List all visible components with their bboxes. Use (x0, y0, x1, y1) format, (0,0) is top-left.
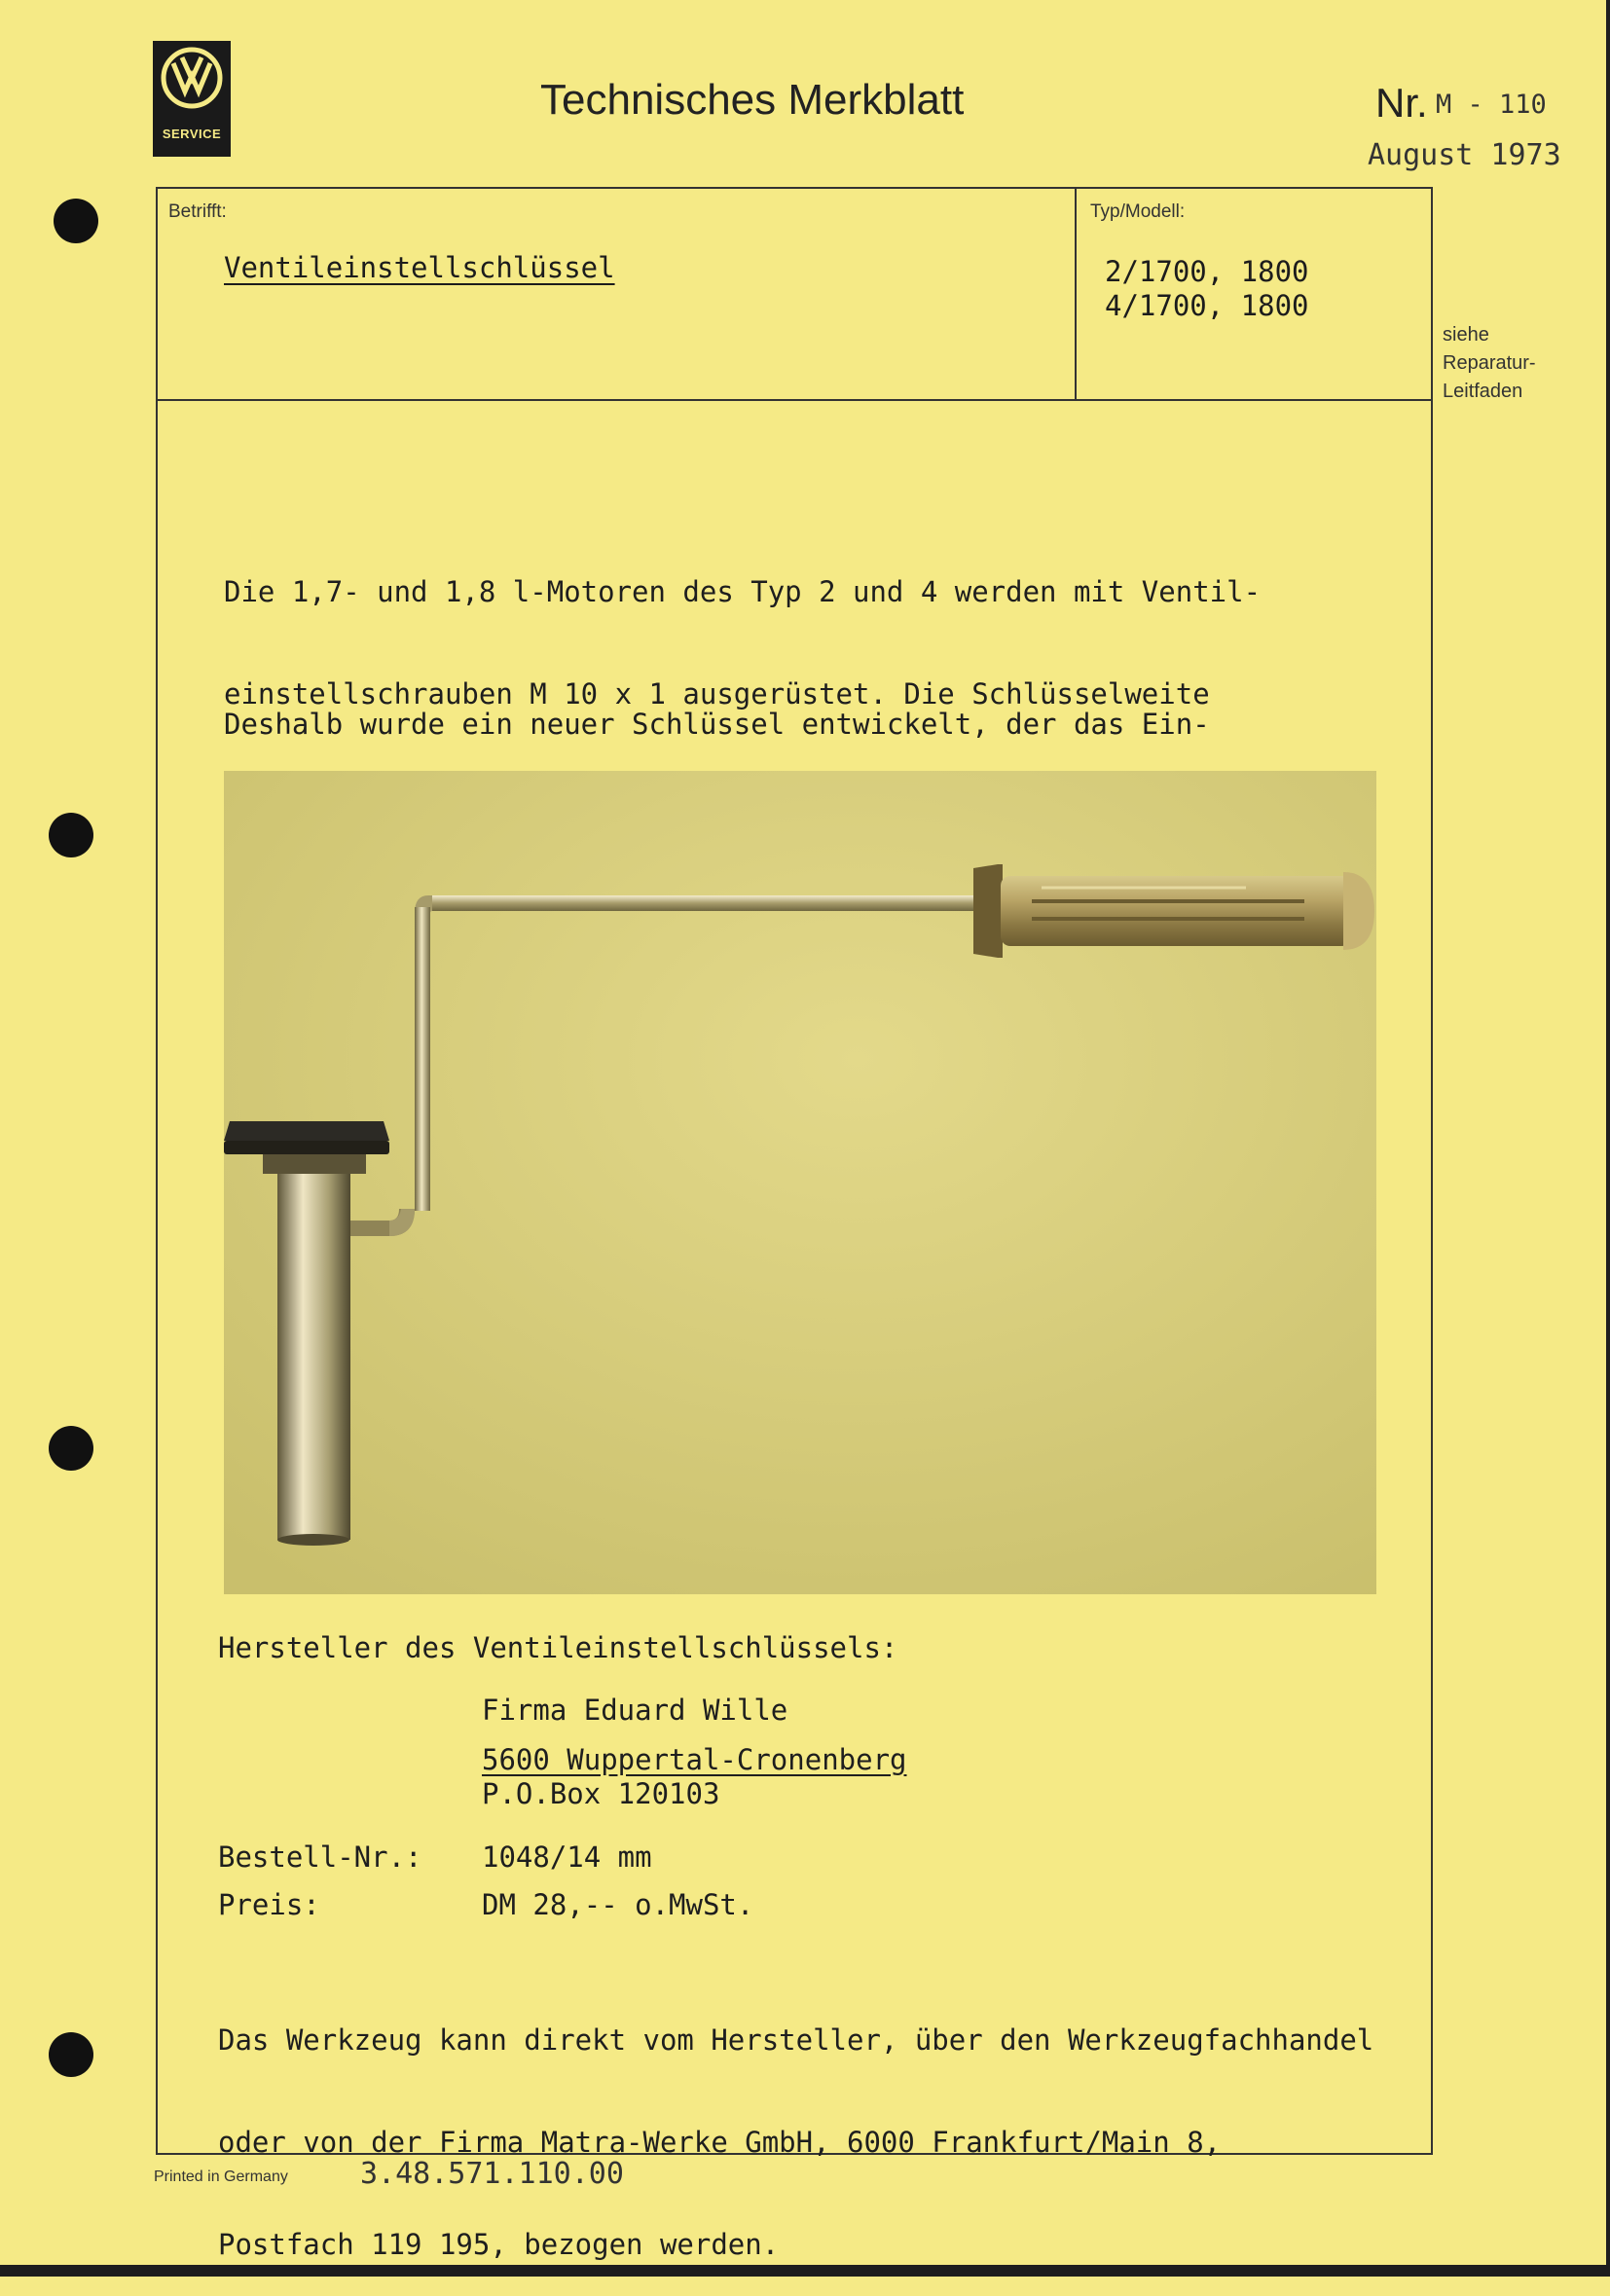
printed-in-germany: Printed in Germany (154, 2168, 288, 2185)
subject-value: Ventileinstellschlüssel (224, 251, 615, 284)
model-label: Typ/Modell: (1090, 201, 1186, 222)
punch-hole (49, 2032, 93, 2077)
paragraph-line: oder von der Firma Matra-Werke GmbH, 6000 Frankfurt/Main 8, (218, 2126, 1222, 2159)
logo-service-text: SERVICE (162, 127, 222, 141)
side-note-line: Reparatur- (1443, 352, 1536, 374)
header-divider-vertical (1075, 187, 1077, 399)
document-title: Technisches Merkblatt (540, 76, 965, 124)
punch-hole (54, 199, 98, 243)
valve-wrench-image (224, 771, 1376, 1594)
manufacturer-name: Firma Eduard Wille (482, 1694, 788, 1727)
model-line: 4/1700, 1800 (1105, 289, 1309, 322)
paragraph-line: Das Werkzeug kann direkt vom Hersteller, über den Werkzeugfachhandel (218, 2023, 1374, 2057)
model-list (1105, 255, 1309, 323)
order-number-value: 1048/14 mm (482, 1840, 652, 1874)
tool-photo (224, 771, 1376, 1594)
side-note-line: siehe (1443, 324, 1489, 346)
manufacturer-pobox: P.O.Box 120103 (482, 1777, 720, 1810)
paragraph-line: Postfach 119 195, bezogen werden. (218, 2228, 780, 2261)
punch-hole (49, 813, 93, 857)
document-number: M - 110 (1436, 90, 1547, 120)
vw-service-logo (153, 41, 231, 157)
side-note (1443, 321, 1536, 406)
manufacturer-city: 5600 Wuppertal-Cronenberg (482, 1743, 907, 1776)
paragraph-line: Die 1,7- und 1,8 l-Motoren des Typ 2 und 4 werden mit Ventil- (224, 575, 1262, 608)
header-divider-horizontal (156, 399, 1431, 401)
manufacturer-heading: Hersteller des Ventileinstellschlüssels: (218, 1631, 898, 1664)
document-date: August 1973 (1368, 138, 1561, 172)
side-note-line: Leitfaden (1443, 381, 1523, 402)
subject-label: Betrifft: (168, 201, 227, 222)
punch-hole (49, 1426, 93, 1471)
availability-paragraph (218, 1955, 1373, 2296)
part-number: 3.48.571.110.00 (360, 2157, 624, 2191)
paragraph-line: Deshalb wurde ein neuer Schlüssel entwickelt, der das Ein- (224, 708, 1210, 741)
vw-logo-icon (161, 47, 223, 109)
scan-edge-right (1606, 0, 1610, 2277)
model-line: 2/1700, 1800 (1105, 255, 1309, 288)
price-value: DM 28,-- o.MwSt. (482, 1888, 754, 1921)
paragraph-line: einstellschrauben M 10 x 1 ausgerüstet. Die Schlüsselweite (224, 677, 1210, 711)
document-number-label: Nr. (1375, 80, 1428, 126)
price-label: Preis: (218, 1888, 320, 1921)
order-number-label: Bestell-Nr.: (218, 1840, 422, 1874)
